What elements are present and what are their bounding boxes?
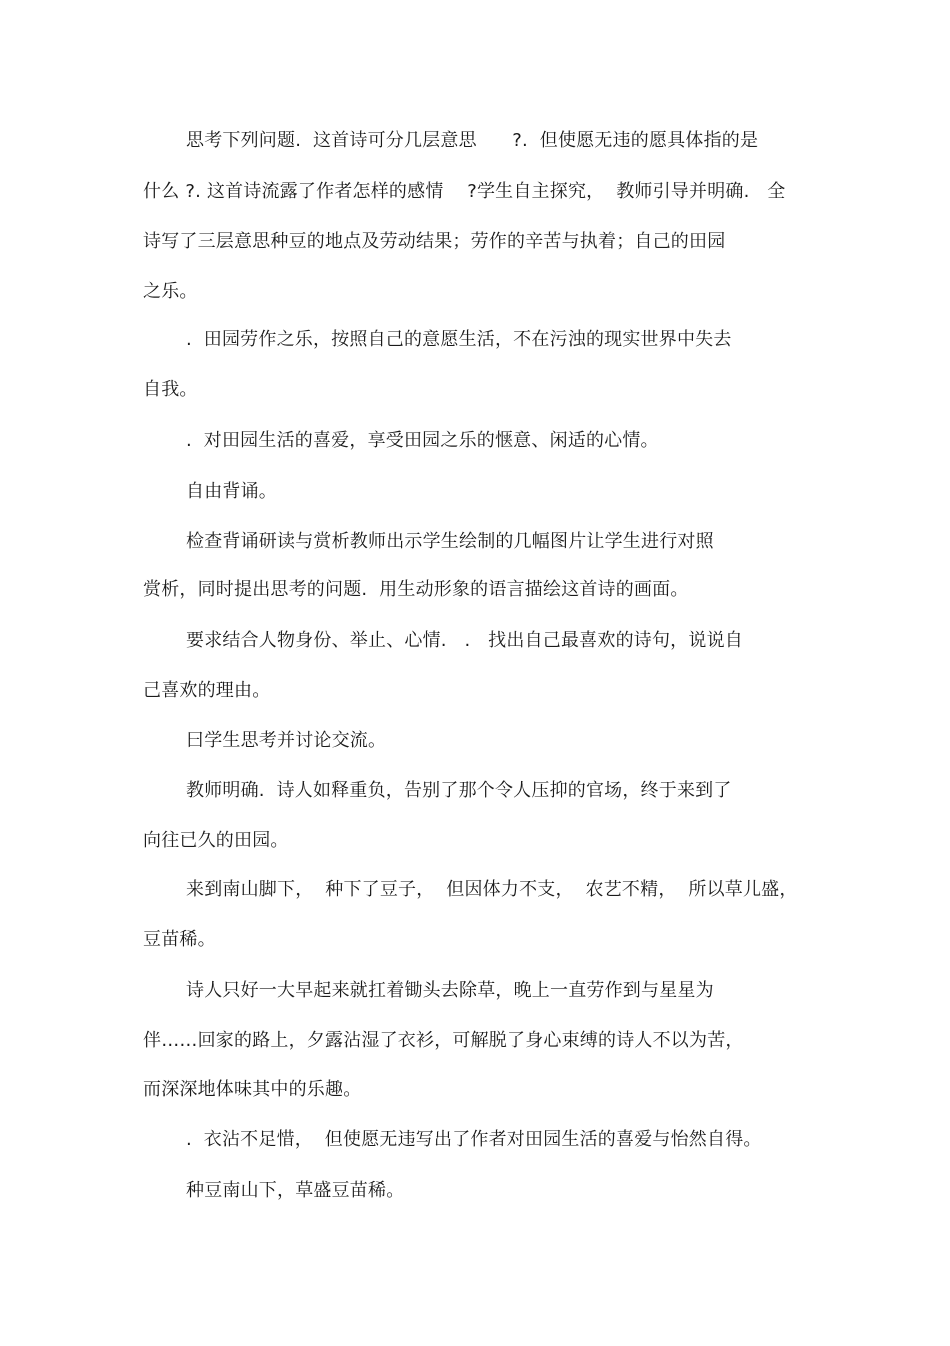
text-line: 而深深地体味其中的乐趣。 bbox=[143, 1079, 362, 1100]
text-line: 豆苗稀。 bbox=[143, 929, 216, 950]
text-line: . 对田园生活的喜爱，享受田园之乐的惬意、闲适的心情。 bbox=[186, 430, 659, 451]
text-line: 曰学生思考并讨论交流。 bbox=[186, 730, 387, 751]
text-line: . 田园劳作之乐，按照自己的意愿生活，不在污浊的现实世界中失去 bbox=[186, 329, 732, 350]
text-line: 检查背诵研读与赏析教师出示学生绘制的几幅图片让学生进行对照 bbox=[186, 531, 714, 552]
text-line: 之乐。 bbox=[143, 281, 198, 302]
text-line: 己喜欢的理由。 bbox=[143, 680, 271, 701]
text-line: 诗写了三层意思种豆的地点及劳动结果；劳作的辛苦与执着；自己的田园 bbox=[143, 231, 726, 252]
text-line: 来到南山脚下， 种下了豆子， 但因体力不支， 农艺不精， 所以草儿盛， bbox=[186, 879, 798, 900]
text-line: 伴……回家的路上，夕露沾湿了衣衫，可解脱了身心束缚的诗人不以为苦， bbox=[143, 1030, 744, 1051]
text-line: 赏析，同时提出思考的问题. 用生动形象的语言描绘这首诗的画面。 bbox=[143, 579, 689, 600]
text-line: 诗人只好一大早起来就扛着锄头去除草，晚上一直劳作到与星星为 bbox=[186, 980, 714, 1001]
text-line: 教师明确. 诗人如释重负，告别了那个令人压抑的官场，终于来到了 bbox=[186, 780, 732, 801]
text-line: 自由背诵。 bbox=[186, 481, 277, 502]
text-line: 什么 ?. 这首诗流露了作者怎样的感情 ?学生自主探究， 教师引导并明确. 全 bbox=[143, 181, 786, 202]
text-line: . 衣沾不足惜， 但使愿无违写出了作者对田园生活的喜爱与怡然自得。 bbox=[186, 1129, 762, 1150]
text-line: 思考下列问题. 这首诗可分几层意思 ?. 但使愿无违的愿具体指的是 bbox=[186, 130, 759, 151]
text-line: 自我。 bbox=[143, 379, 198, 400]
text-line: 要求结合人物身份、举止、心情. . 找出自己最喜欢的诗句，说说自 bbox=[186, 630, 743, 651]
text-line: 种豆南山下，草盛豆苗稀。 bbox=[186, 1180, 405, 1201]
text-line: 向往已久的田园。 bbox=[143, 830, 289, 851]
